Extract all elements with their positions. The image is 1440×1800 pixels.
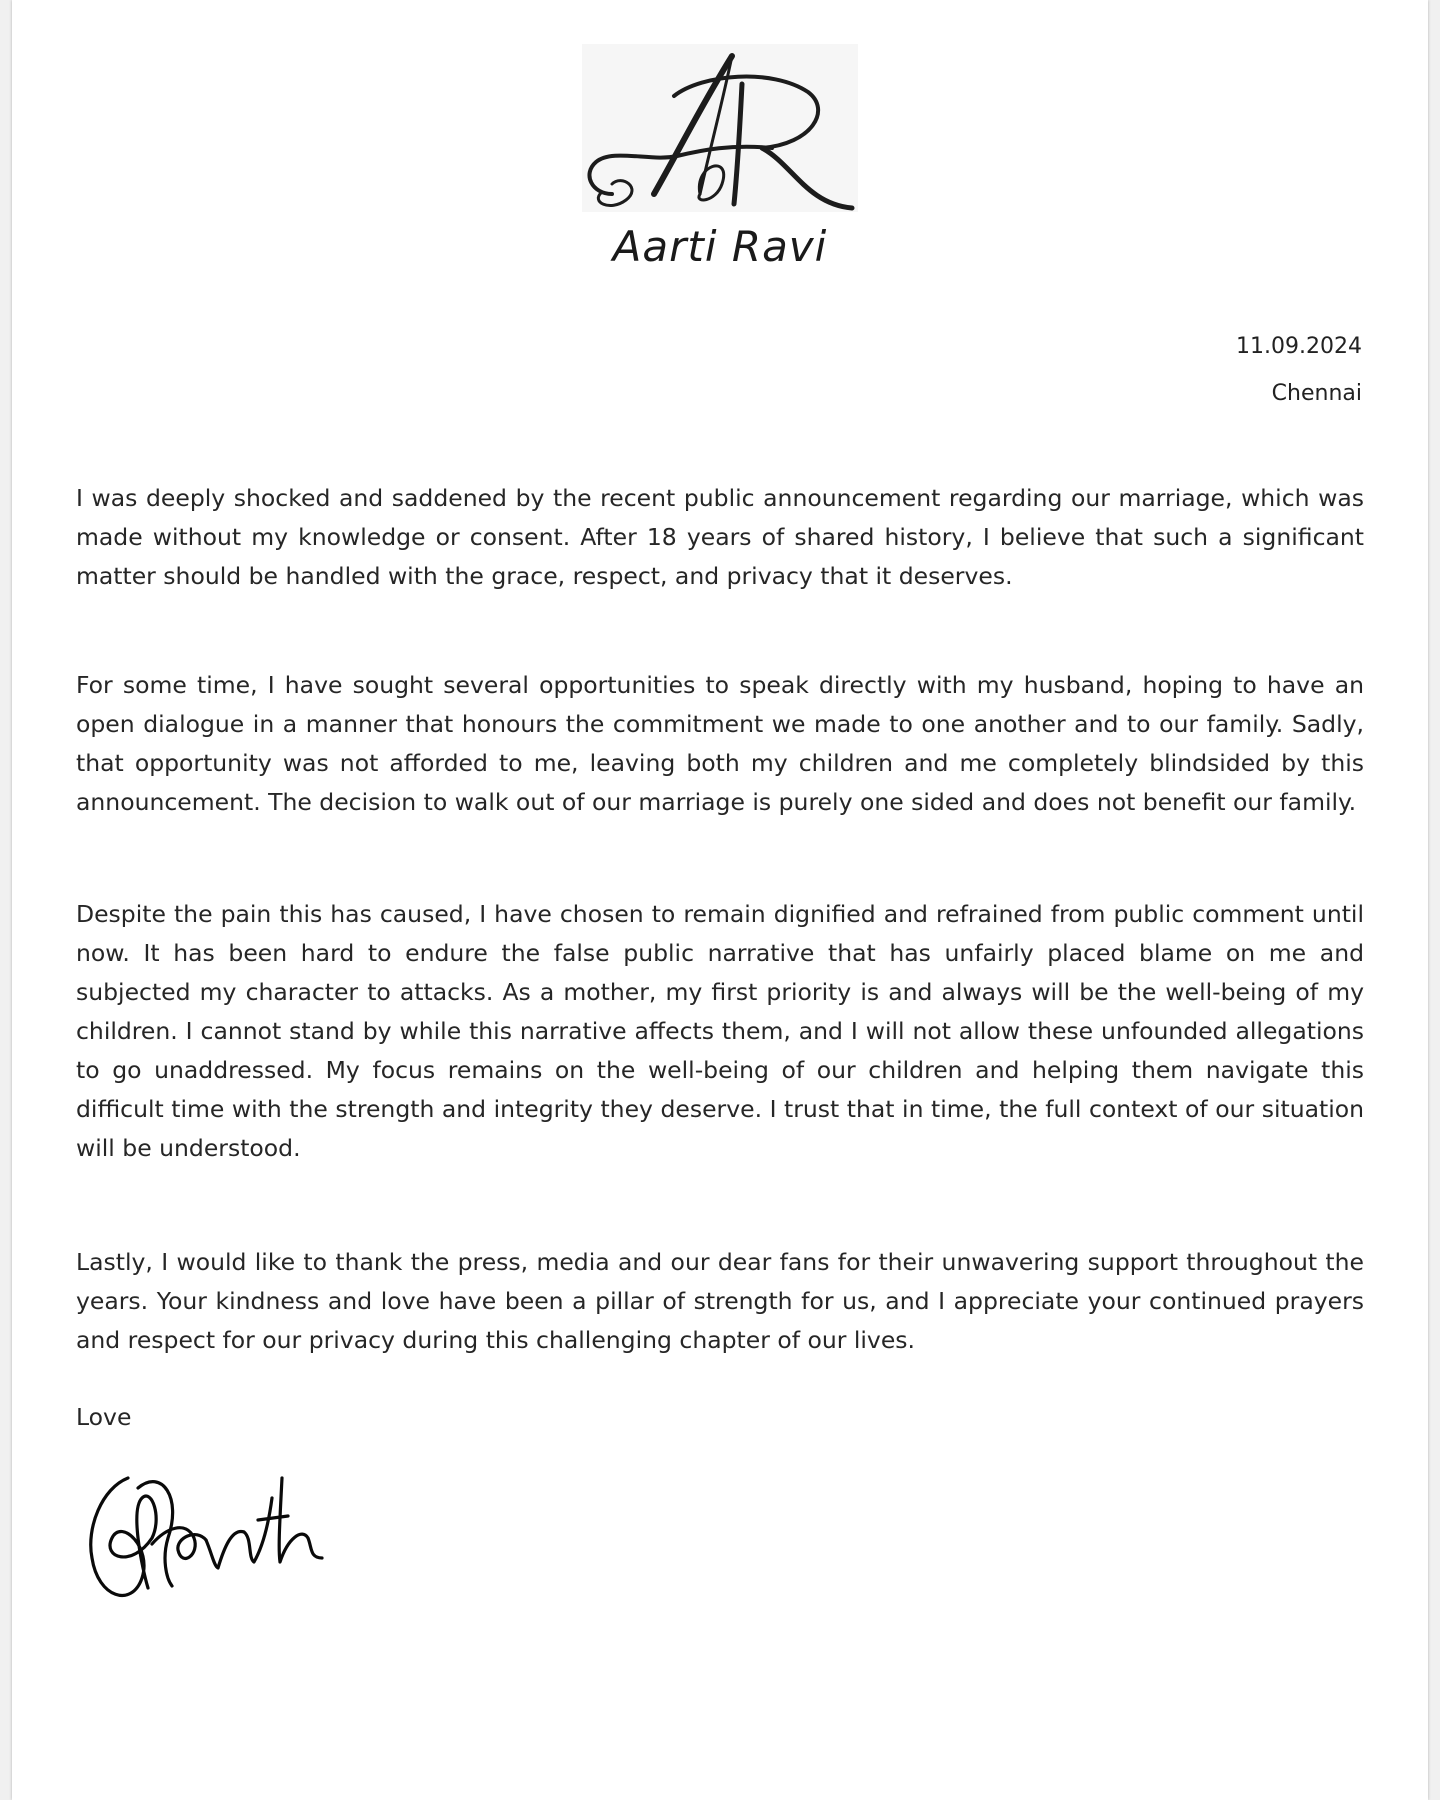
signature-icon — [82, 1458, 342, 1608]
letter-place: Chennai — [1271, 381, 1362, 406]
paragraph-1: I was deeply shocked and saddened by the recent public announcement regarding our marriage, which was made without my knowledge or consent. After 18 years of shared history, I believe that such a significant matter should be handled with the grace, respect, and privacy that it deserves. — [76, 484, 1364, 590]
letterhead-name: Aarti Ravi — [612, 222, 828, 271]
letter-date: 11.09.2024 — [1236, 334, 1362, 359]
paragraph-2: For some time, I have sought several opportunities to speak directly with my husband, hoping to have an open dialogue in a manner that honours the commitment we made to one another and to our family. Sadly, that opportunity was not afforded to me, leaving both my children and me completely blindsided by this announcement. The decision to walk out of our marriage is purely one sided and does not benefit our family. — [76, 671, 1364, 816]
handwritten-signature — [82, 1458, 342, 1608]
monogram-logo — [582, 44, 858, 212]
closing-salutation: Love — [76, 1403, 132, 1431]
paragraph-4: Lastly, I would like to thank the press, media and our dear fans for their unwavering support throughout the years. Your kindness and love have been a pillar of strength for us, and I appreciate your continued prayers and respect for our privacy during this challenging chapter of our lives. — [76, 1248, 1364, 1354]
letter-page — [12, 0, 1428, 1800]
ar-monogram-icon — [582, 44, 858, 212]
paragraph-3: Despite the pain this has caused, I have chosen to remain dignified and refrained from public comment until now. It has been hard to endure the false public narrative that has unfairly placed blame on me and subjected my character to attacks. As a mother, my first priority is and always will be the well-being of my children. I cannot stand by while this narrative affects them, and I will not allow these unfounded allegations to go unaddressed. My focus remains on the well-being of our children and helping them navigate this difficult time with the strength and integrity they deserve. I trust that in time, the full context of our situation will be understood. — [76, 900, 1364, 1162]
